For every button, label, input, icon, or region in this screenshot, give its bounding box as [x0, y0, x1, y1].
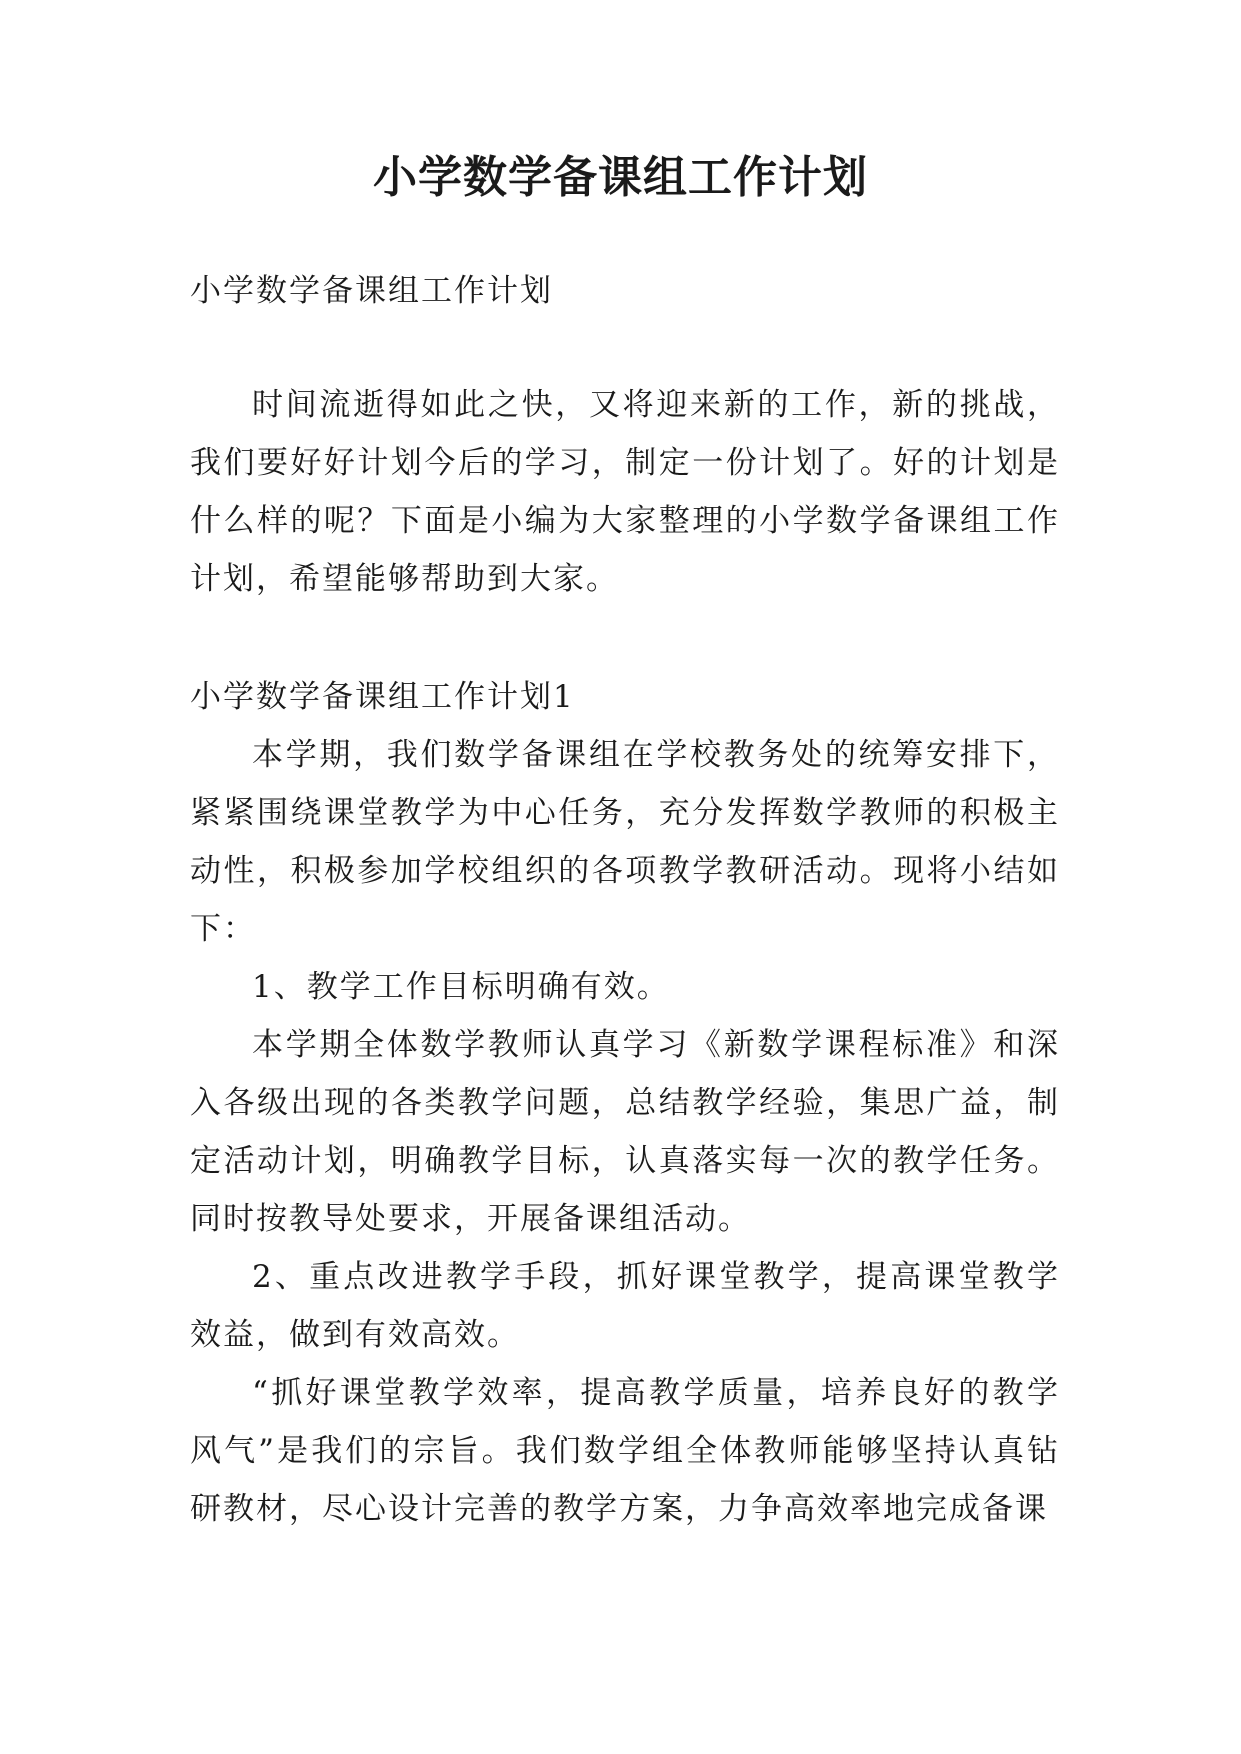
document-title: 小学数学备课组工作计划	[373, 152, 868, 203]
list-item: 1、教学工作目标明确有效。	[252, 969, 670, 1005]
intro-paragraph: 时间流逝得如此之快，又将迎来新的工作，新的挑战，我们要好好计划今后的学习，制定一份计划了。好的计划是什么样的呢？下面是小编为大家整理的小学数学备课组工作计划，希望能够帮助到大家。	[190, 387, 1060, 597]
section-heading: 小学数学备课组工作计划1	[190, 679, 575, 715]
body-paragraph: “抓好课堂教学效率，提高教学质量，培养良好的教学风气”是我们的宗旨。我们数学组全体教师能够坚持认真钻研教材，尽心设计完善的教学方案，力争高效率地完成备课	[190, 1375, 1060, 1527]
document-body	[190, 262, 1060, 1538]
list-item: 2、重点改进教学手段，抓好课堂教学，提高课堂教学效益，做到有效高效。	[190, 1259, 1060, 1353]
body-paragraph: 本学期，我们数学备课组在学校教务处的统筹安排下，紧紧围绕课堂教学为中心任务，充分发挥数学教师的积极主动性，积极参加学校组织的各项教学教研活动。现将小结如下：	[190, 737, 1060, 947]
body-paragraph: 本学期全体数学教师认真学习《新数学课程标准》和深入各级出现的各类教学问题，总结教学经验，集思广益，制定活动计划，明确教学目标，认真落实每一次的教学任务。同时按教导处要求，开展备课组活动。	[190, 1027, 1060, 1237]
document-subtitle: 小学数学备课组工作计划	[190, 273, 553, 309]
